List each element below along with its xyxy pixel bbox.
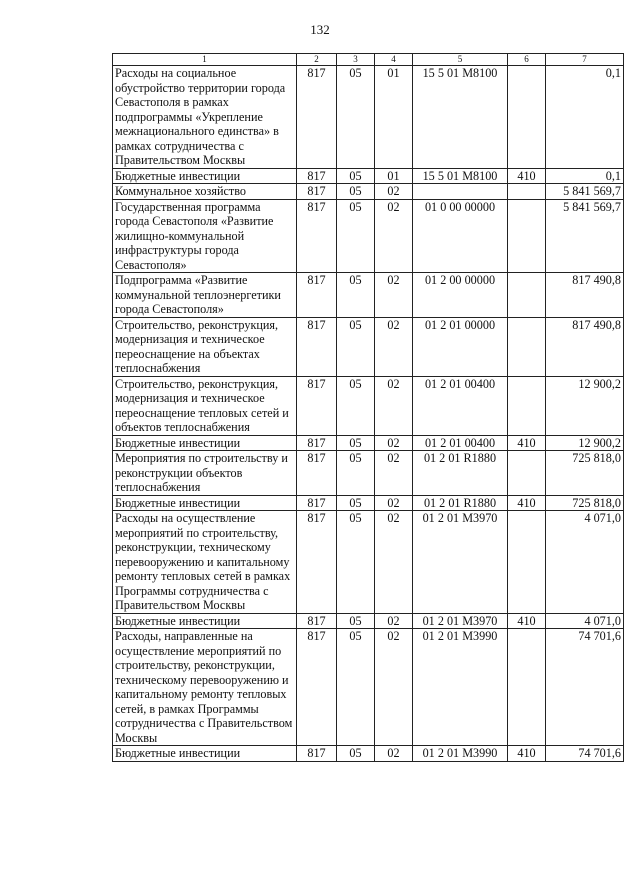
section-code-cell: 05 bbox=[337, 199, 375, 273]
amount-cell: 817 490,8 bbox=[546, 317, 624, 376]
section-code-cell: 05 bbox=[337, 168, 375, 184]
ved-code-cell: 817 bbox=[297, 511, 337, 614]
table-row bbox=[113, 629, 624, 746]
section-code-cell: 05 bbox=[337, 613, 375, 629]
expense-type-cell: 410 bbox=[508, 613, 546, 629]
row-name-cell: Бюджетные инвестиции bbox=[113, 168, 297, 184]
table-row bbox=[113, 511, 624, 614]
expense-type-cell bbox=[508, 376, 546, 435]
row-name-cell: Бюджетные инвестиции bbox=[113, 435, 297, 451]
section-code-cell: 05 bbox=[337, 495, 375, 511]
ved-code-cell: 817 bbox=[297, 199, 337, 273]
ved-code-cell: 817 bbox=[297, 435, 337, 451]
target-article-cell: 01 2 00 00000 bbox=[413, 273, 508, 318]
amount-cell: 5 841 569,7 bbox=[546, 184, 624, 200]
amount-cell: 725 818,0 bbox=[546, 451, 624, 496]
column-header-7: 7 bbox=[546, 54, 624, 66]
page-number: 132 bbox=[310, 22, 330, 37]
section-code-cell: 05 bbox=[337, 317, 375, 376]
table-row bbox=[113, 273, 624, 318]
expense-type-cell bbox=[508, 199, 546, 273]
table-row bbox=[113, 66, 624, 169]
amount-cell: 725 818,0 bbox=[546, 495, 624, 511]
section-code-cell: 05 bbox=[337, 273, 375, 318]
expense-type-cell bbox=[508, 511, 546, 614]
amount-cell: 12 900,2 bbox=[546, 435, 624, 451]
expense-type-cell: 410 bbox=[508, 495, 546, 511]
row-name-cell: Расходы, направленные на осуществление мероприятий по строительству, реконструкции, техническому перевооружению и капитальному ремонту тепловых сетей, в рамках Программы сотрудничества с Правительством Москвы bbox=[113, 629, 297, 746]
target-article-cell: 01 2 01 00000 bbox=[413, 317, 508, 376]
expense-type-cell bbox=[508, 184, 546, 200]
ved-code-cell: 817 bbox=[297, 629, 337, 746]
target-article-cell: 01 2 01 M3990 bbox=[413, 746, 508, 762]
section-code-cell: 05 bbox=[337, 376, 375, 435]
expense-type-cell bbox=[508, 273, 546, 318]
row-name-cell: Бюджетные инвестиции bbox=[113, 495, 297, 511]
target-article-cell: 15 5 01 M8100 bbox=[413, 66, 508, 169]
section-code-cell: 05 bbox=[337, 511, 375, 614]
table-row bbox=[113, 495, 624, 511]
ved-code-cell: 817 bbox=[297, 746, 337, 762]
column-header-4: 4 bbox=[375, 54, 413, 66]
subsection-code-cell: 02 bbox=[375, 273, 413, 318]
ved-code-cell: 817 bbox=[297, 613, 337, 629]
target-article-cell: 01 2 01 00400 bbox=[413, 376, 508, 435]
expense-type-cell bbox=[508, 317, 546, 376]
row-name-cell: Бюджетные инвестиции bbox=[113, 746, 297, 762]
ved-code-cell: 817 bbox=[297, 317, 337, 376]
row-name-cell: Расходы на осуществление мероприятий по строительству, реконструкции, техническому перевооружению и капитальному ремонту тепловых сетей в рамках Программы сотрудничества с Правительством Москвы bbox=[113, 511, 297, 614]
target-article-cell: 01 2 01 00400 bbox=[413, 435, 508, 451]
table-row bbox=[113, 184, 624, 200]
row-name-cell: Строительство, реконструкция, модернизация и техническое переоснащение на объектах теплоснабжения bbox=[113, 317, 297, 376]
target-article-cell bbox=[413, 184, 508, 200]
section-code-cell: 05 bbox=[337, 746, 375, 762]
amount-cell: 0,1 bbox=[546, 66, 624, 169]
column-header-2: 2 bbox=[297, 54, 337, 66]
ved-code-cell: 817 bbox=[297, 451, 337, 496]
subsection-code-cell: 02 bbox=[375, 317, 413, 376]
table-row bbox=[113, 435, 624, 451]
table-row bbox=[113, 746, 624, 762]
row-name-cell: Расходы на социальное обустройство территории города Севастополя в рамках подпрограммы «Укрепление межнационального единства» в рамках сотрудничества с Правительством Москвы bbox=[113, 66, 297, 169]
subsection-code-cell: 01 bbox=[375, 168, 413, 184]
target-article-cell: 15 5 01 M8100 bbox=[413, 168, 508, 184]
ved-code-cell: 817 bbox=[297, 184, 337, 200]
amount-cell: 817 490,8 bbox=[546, 273, 624, 318]
subsection-code-cell: 02 bbox=[375, 199, 413, 273]
expense-type-cell: 410 bbox=[508, 168, 546, 184]
table-row bbox=[113, 451, 624, 496]
subsection-code-cell: 02 bbox=[375, 746, 413, 762]
table-body bbox=[113, 66, 624, 762]
subsection-code-cell: 01 bbox=[375, 66, 413, 169]
expense-type-cell bbox=[508, 66, 546, 169]
section-code-cell: 05 bbox=[337, 629, 375, 746]
target-article-cell: 01 2 01 M3970 bbox=[413, 613, 508, 629]
budget-table bbox=[112, 53, 624, 762]
row-name-cell: Бюджетные инвестиции bbox=[113, 613, 297, 629]
amount-cell: 0,1 bbox=[546, 168, 624, 184]
subsection-code-cell: 02 bbox=[375, 451, 413, 496]
target-article-cell: 01 0 00 00000 bbox=[413, 199, 508, 273]
table-row bbox=[113, 199, 624, 273]
amount-cell: 4 071,0 bbox=[546, 613, 624, 629]
section-code-cell: 05 bbox=[337, 184, 375, 200]
expense-type-cell: 410 bbox=[508, 435, 546, 451]
expense-type-cell: 410 bbox=[508, 746, 546, 762]
table-row bbox=[113, 376, 624, 435]
ved-code-cell: 817 bbox=[297, 495, 337, 511]
column-header-1: 1 bbox=[113, 54, 297, 66]
amount-cell: 12 900,2 bbox=[546, 376, 624, 435]
table-header-row bbox=[113, 54, 624, 66]
ved-code-cell: 817 bbox=[297, 273, 337, 318]
row-name-cell: Коммунальное хозяйство bbox=[113, 184, 297, 200]
target-article-cell: 01 2 01 M3990 bbox=[413, 629, 508, 746]
expense-type-cell bbox=[508, 629, 546, 746]
row-name-cell: Государственная программа города Севастополя «Развитие жилищно-коммунальной инфраструктуры города Севастополя» bbox=[113, 199, 297, 273]
section-code-cell: 05 bbox=[337, 66, 375, 169]
row-name-cell: Подпрограмма «Развитие коммунальной теплоэнергетики города Севастополя» bbox=[113, 273, 297, 318]
column-header-6: 6 bbox=[508, 54, 546, 66]
amount-cell: 4 071,0 bbox=[546, 511, 624, 614]
subsection-code-cell: 02 bbox=[375, 435, 413, 451]
ved-code-cell: 817 bbox=[297, 376, 337, 435]
row-name-cell: Мероприятия по строительству и реконструкции объектов теплоснабжения bbox=[113, 451, 297, 496]
table-row bbox=[113, 168, 624, 184]
subsection-code-cell: 02 bbox=[375, 184, 413, 200]
ved-code-cell: 817 bbox=[297, 66, 337, 169]
column-header-3: 3 bbox=[337, 54, 375, 66]
table-row bbox=[113, 613, 624, 629]
amount-cell: 5 841 569,7 bbox=[546, 199, 624, 273]
amount-cell: 74 701,6 bbox=[546, 746, 624, 762]
ved-code-cell: 817 bbox=[297, 168, 337, 184]
row-name-cell: Строительство, реконструкция, модернизация и техническое переоснащение тепловых сетей и объектов теплоснабжения bbox=[113, 376, 297, 435]
amount-cell: 74 701,6 bbox=[546, 629, 624, 746]
column-header-5: 5 bbox=[413, 54, 508, 66]
table-row bbox=[113, 317, 624, 376]
section-code-cell: 05 bbox=[337, 451, 375, 496]
subsection-code-cell: 02 bbox=[375, 376, 413, 435]
target-article-cell: 01 2 01 R1880 bbox=[413, 451, 508, 496]
target-article-cell: 01 2 01 M3970 bbox=[413, 511, 508, 614]
subsection-code-cell: 02 bbox=[375, 629, 413, 746]
subsection-code-cell: 02 bbox=[375, 511, 413, 614]
subsection-code-cell: 02 bbox=[375, 495, 413, 511]
section-code-cell: 05 bbox=[337, 435, 375, 451]
expense-type-cell bbox=[508, 451, 546, 496]
subsection-code-cell: 02 bbox=[375, 613, 413, 629]
target-article-cell: 01 2 01 R1880 bbox=[413, 495, 508, 511]
